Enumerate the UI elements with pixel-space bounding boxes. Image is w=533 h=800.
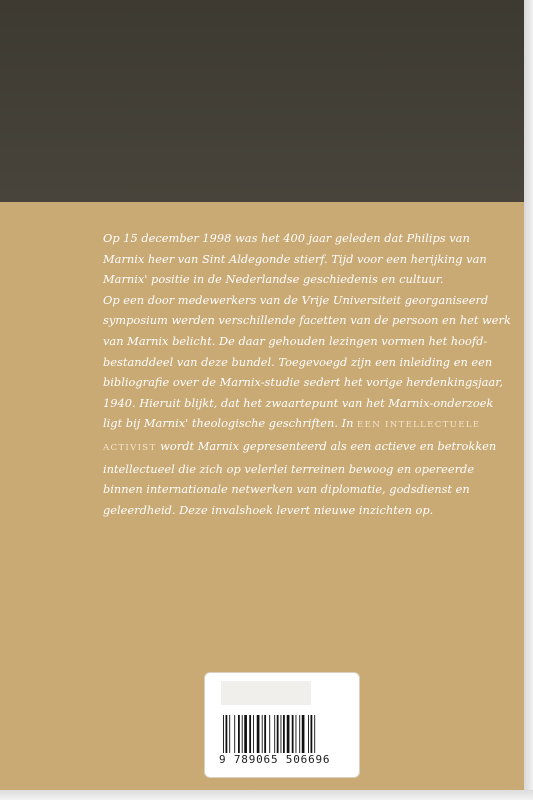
book-title-inline: ACTIVIST xyxy=(103,442,157,453)
isbn-number: 9 789065 506696 xyxy=(219,753,331,766)
dark-top-band xyxy=(0,0,524,202)
blurb-line: Marnix' positie in de Nederlandse geschiedenis en cultuur. xyxy=(103,272,444,287)
blurb-line: geleerdheid. Deze invalshoek levert nieuwe inzichten op. xyxy=(103,502,434,517)
blurb-line: symposium werden verschillende facetten van de persoon en het werk xyxy=(103,313,511,328)
blurb-line: intellectueel die zich op velerlei terreinen bewoog en opereerde xyxy=(103,461,475,476)
blurb-line: binnen internationale netwerken van diplomatie, godsdienst en xyxy=(103,482,470,497)
blurb-text xyxy=(103,228,511,520)
blurb-line: bibliografie over de Marnix-studie sedert het vorige herdenkingsjaar, xyxy=(103,375,504,390)
blurb-line: van Marnix belicht. De daar gehouden lezingen vormen het hoofd- xyxy=(103,333,488,348)
barcode-sticker xyxy=(205,673,359,777)
barcode-price-area xyxy=(221,681,311,705)
blurb-line: Op 15 december 1998 was het 400 jaar geleden dat Philips van xyxy=(103,231,470,245)
blurb-line: Op een door medewerkers van de Vrije Universiteit georganiseerd xyxy=(103,292,489,307)
blurb-line-text: wordt Marnix gepresenteerd als een actieve en betrokken xyxy=(156,438,497,453)
blurb-line-text: ligt bij Marnix' theologische geschriften. In xyxy=(103,416,358,431)
page-edge-bottom xyxy=(0,790,533,800)
page-edge-right xyxy=(524,0,533,800)
blurb-line xyxy=(103,413,481,436)
blurb-line xyxy=(103,436,497,459)
blurb-line: 1940. Hieruit blijkt, dat het zwaartepunt van het Marnix-onderzoek xyxy=(103,395,494,410)
blurb-line: Marnix heer van Sint Aldegonde stierf. Tijd voor een herijking van xyxy=(103,251,487,266)
blurb-line: bestanddeel van deze bundel. Toegevoegd zijn een inleiding en een xyxy=(103,354,493,369)
barcode-icon xyxy=(222,715,352,753)
book-title-inline: EEN INTELLECTUELE xyxy=(357,420,481,431)
